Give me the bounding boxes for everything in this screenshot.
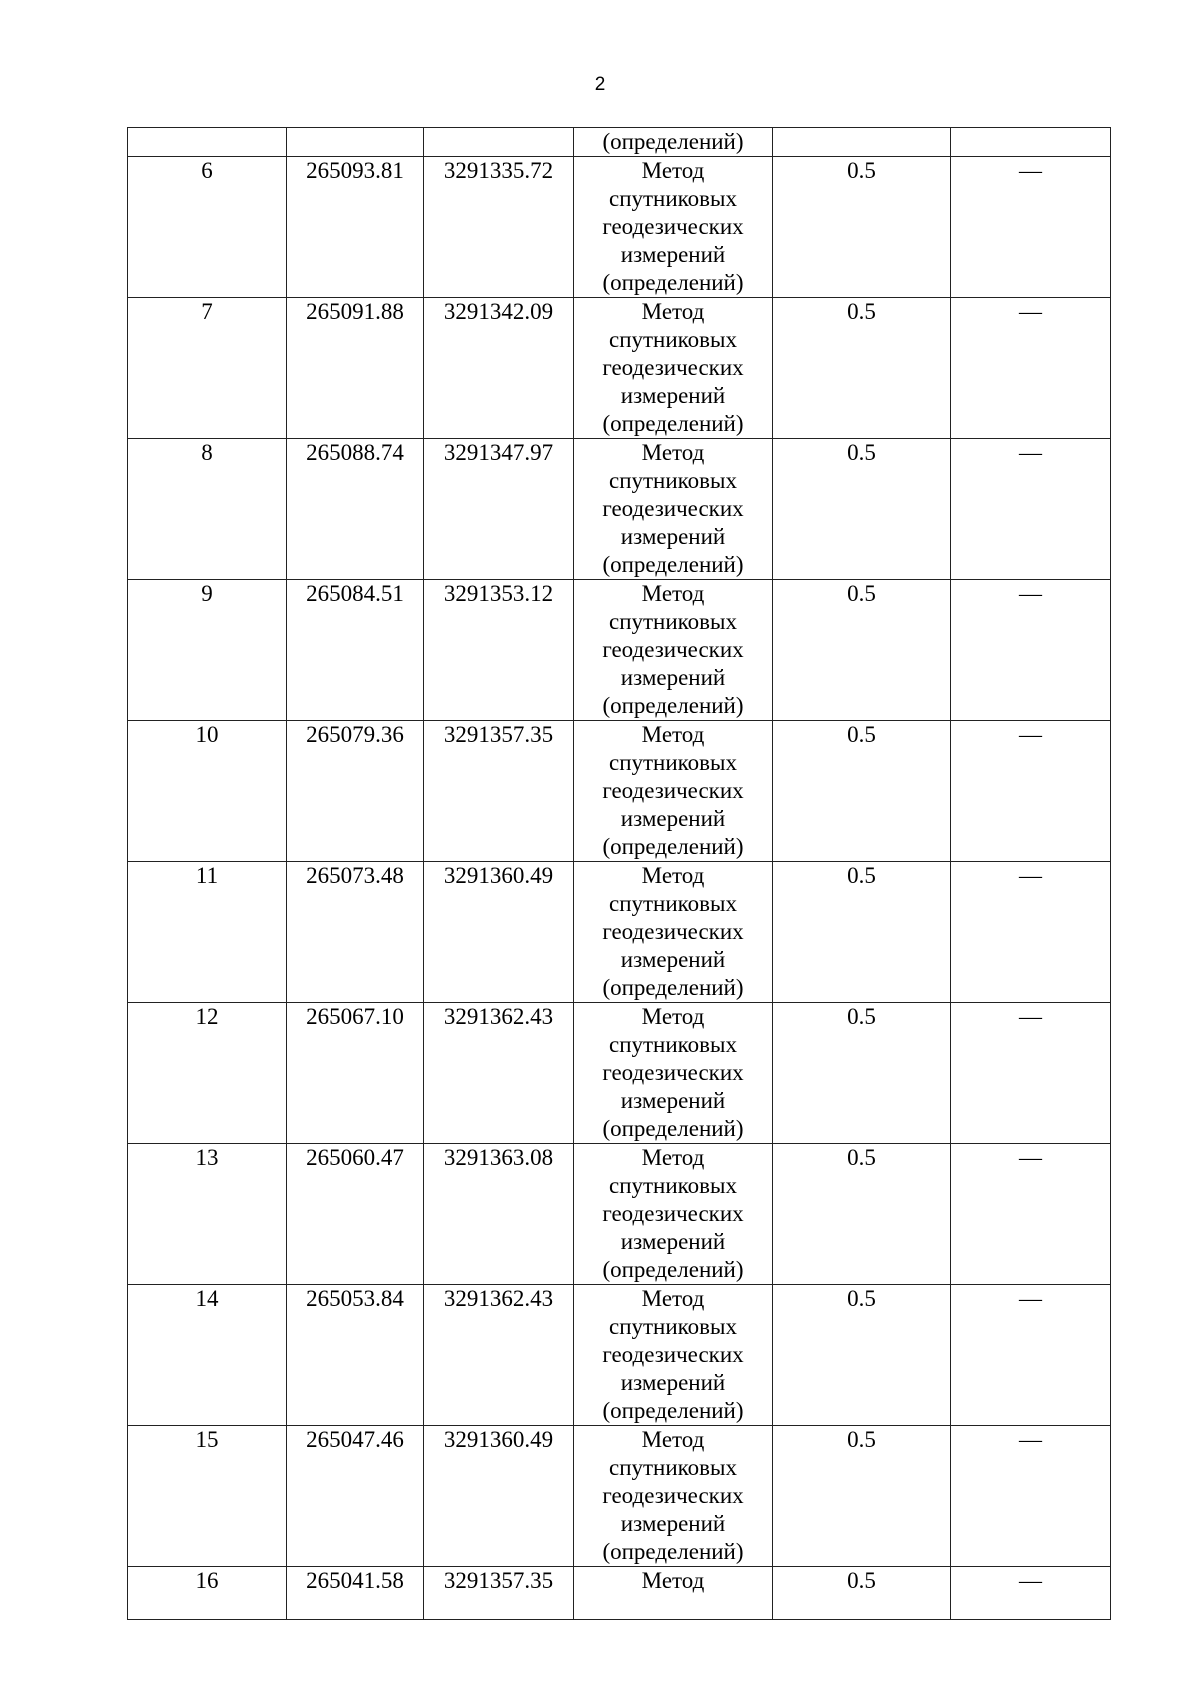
x-coordinate-cell: [287, 128, 424, 157]
page-number: 2: [594, 74, 606, 95]
method-line: измерений: [620, 806, 726, 831]
method-line: (определений): [602, 270, 744, 295]
method-line: Метод: [641, 581, 705, 606]
accuracy-cell: 0.5: [773, 721, 951, 862]
method-cell: [574, 1285, 773, 1426]
method-line: Метод: [641, 863, 705, 888]
method-line: геодезических: [602, 919, 744, 944]
y-coordinate-cell: 3291357.35: [424, 1567, 574, 1620]
method-cell: [574, 862, 773, 1003]
method-line: измерений: [620, 1229, 726, 1254]
method-line: (определений): [602, 1539, 744, 1564]
y-coordinate-cell: 3291335.72: [424, 157, 574, 298]
method-line: Метод: [641, 1286, 705, 1311]
accuracy-cell: 0.5: [773, 1003, 951, 1144]
accuracy-cell: 0.5: [773, 157, 951, 298]
method-line: спутниковых: [608, 1314, 737, 1339]
method-line: геодезических: [602, 637, 744, 662]
method-cell: [574, 1426, 773, 1567]
method-cell: Метод: [574, 1567, 773, 1620]
accuracy-cell: 0.5: [773, 862, 951, 1003]
point-number-cell: [128, 128, 287, 157]
table-row: [128, 1285, 1111, 1426]
point-number-cell: 11: [128, 862, 287, 1003]
note-cell: —: [951, 721, 1111, 862]
y-coordinate-cell: 3291342.09: [424, 298, 574, 439]
table-row: [128, 1426, 1111, 1567]
note-cell: —: [951, 580, 1111, 721]
method-line: спутниковых: [608, 1032, 737, 1057]
table-row: [128, 1144, 1111, 1285]
table-row: [128, 1567, 1111, 1620]
x-coordinate-cell: 265060.47: [287, 1144, 424, 1285]
method-line: Метод: [641, 722, 705, 747]
x-coordinate-cell: 265047.46: [287, 1426, 424, 1567]
method-line: геодезических: [602, 496, 744, 521]
table-row: [128, 157, 1111, 298]
table-row: [128, 862, 1111, 1003]
method-line: измерений: [620, 524, 726, 549]
accuracy-cell: 0.5: [773, 1285, 951, 1426]
method-line: (определений): [602, 834, 744, 859]
method-cell: [574, 580, 773, 721]
note-cell: —: [951, 439, 1111, 580]
method-line: спутниковых: [608, 750, 737, 775]
accuracy-cell: 0.5: [773, 1567, 951, 1620]
accuracy-cell: 0.5: [773, 580, 951, 721]
note-cell: —: [951, 1567, 1111, 1620]
coordinates-table: [127, 127, 1111, 1620]
point-number-cell: 7: [128, 298, 287, 439]
y-coordinate-cell: 3291357.35: [424, 721, 574, 862]
method-cell: [574, 1144, 773, 1285]
note-cell: —: [951, 1144, 1111, 1285]
method-line: геодезических: [602, 214, 744, 239]
x-coordinate-cell: 265093.81: [287, 157, 424, 298]
table-row: [128, 721, 1111, 862]
method-line: Метод: [641, 299, 705, 324]
method-cell: [574, 1003, 773, 1144]
method-cell: [574, 298, 773, 439]
note-cell: —: [951, 1003, 1111, 1144]
method-line: геодезических: [602, 1342, 744, 1367]
method-line: Метод: [641, 1004, 705, 1029]
x-coordinate-cell: 265053.84: [287, 1285, 424, 1426]
table-row-continued: [128, 128, 1111, 157]
note-cell: —: [951, 862, 1111, 1003]
x-coordinate-cell: 265088.74: [287, 439, 424, 580]
method-line: спутниковых: [608, 468, 737, 493]
method-line: (определений): [602, 1257, 744, 1282]
note-cell: —: [951, 1426, 1111, 1567]
note-cell: —: [951, 157, 1111, 298]
method-cell: [574, 721, 773, 862]
method-cell: [574, 439, 773, 580]
point-number-cell: 14: [128, 1285, 287, 1426]
table-row: [128, 580, 1111, 721]
x-coordinate-cell: 265067.10: [287, 1003, 424, 1144]
method-line: геодезических: [602, 1201, 744, 1226]
accuracy-cell: 0.5: [773, 1426, 951, 1567]
method-line: геодезических: [602, 1060, 744, 1085]
method-line: спутниковых: [608, 327, 737, 352]
accuracy-cell: 0.5: [773, 439, 951, 580]
y-coordinate-cell: 3291363.08: [424, 1144, 574, 1285]
method-line: измерений: [620, 1370, 726, 1395]
method-line: (определений): [602, 1116, 744, 1141]
y-coordinate-cell: 3291362.43: [424, 1285, 574, 1426]
note-cell: —: [951, 1285, 1111, 1426]
method-line: (определений): [602, 411, 744, 436]
point-number-cell: 6: [128, 157, 287, 298]
point-number-cell: 12: [128, 1003, 287, 1144]
method-cell: (определений): [574, 128, 773, 157]
method-line: спутниковых: [608, 1173, 737, 1198]
table-body: [128, 128, 1111, 1620]
x-coordinate-cell: 265079.36: [287, 721, 424, 862]
method-line: геодезических: [602, 778, 744, 803]
table-row: [128, 1003, 1111, 1144]
y-coordinate-cell: 3291360.49: [424, 862, 574, 1003]
y-coordinate-cell: 3291353.12: [424, 580, 574, 721]
method-line: Метод: [641, 1427, 705, 1452]
method-line: (определений): [602, 975, 744, 1000]
method-line: измерений: [620, 1088, 726, 1113]
method-line: спутниковых: [608, 186, 737, 211]
point-number-cell: 8: [128, 439, 287, 580]
method-line: спутниковых: [608, 891, 737, 916]
method-line: (определений): [602, 693, 744, 718]
method-line: спутниковых: [608, 1455, 737, 1480]
point-number-cell: 9: [128, 580, 287, 721]
point-number-cell: 16: [128, 1567, 287, 1620]
y-coordinate-cell: 3291362.43: [424, 1003, 574, 1144]
method-line: измерений: [620, 383, 726, 408]
method-line: спутниковых: [608, 609, 737, 634]
x-coordinate-cell: 265073.48: [287, 862, 424, 1003]
x-coordinate-cell: 265041.58: [287, 1567, 424, 1620]
method-line: Метод: [641, 158, 705, 183]
method-line: Метод: [641, 1145, 705, 1170]
note-cell: [951, 128, 1111, 157]
method-cell: [574, 157, 773, 298]
y-coordinate-cell: 3291360.49: [424, 1426, 574, 1567]
method-line: (определений): [602, 552, 744, 577]
method-line: измерений: [620, 242, 726, 267]
point-number-cell: 15: [128, 1426, 287, 1567]
method-line: геодезических: [602, 1483, 744, 1508]
y-coordinate-cell: [424, 128, 574, 157]
x-coordinate-cell: 265091.88: [287, 298, 424, 439]
method-line: геодезических: [602, 355, 744, 380]
x-coordinate-cell: 265084.51: [287, 580, 424, 721]
table-row: [128, 439, 1111, 580]
method-line: измерений: [620, 665, 726, 690]
accuracy-cell: [773, 128, 951, 157]
table-row: [128, 298, 1111, 439]
y-coordinate-cell: 3291347.97: [424, 439, 574, 580]
method-line: (определений): [602, 1398, 744, 1423]
method-line: измерений: [620, 1511, 726, 1536]
point-number-cell: 10: [128, 721, 287, 862]
point-number-cell: 13: [128, 1144, 287, 1285]
method-line: Метод: [641, 440, 705, 465]
method-line: измерений: [620, 947, 726, 972]
accuracy-cell: 0.5: [773, 298, 951, 439]
note-cell: —: [951, 298, 1111, 439]
accuracy-cell: 0.5: [773, 1144, 951, 1285]
